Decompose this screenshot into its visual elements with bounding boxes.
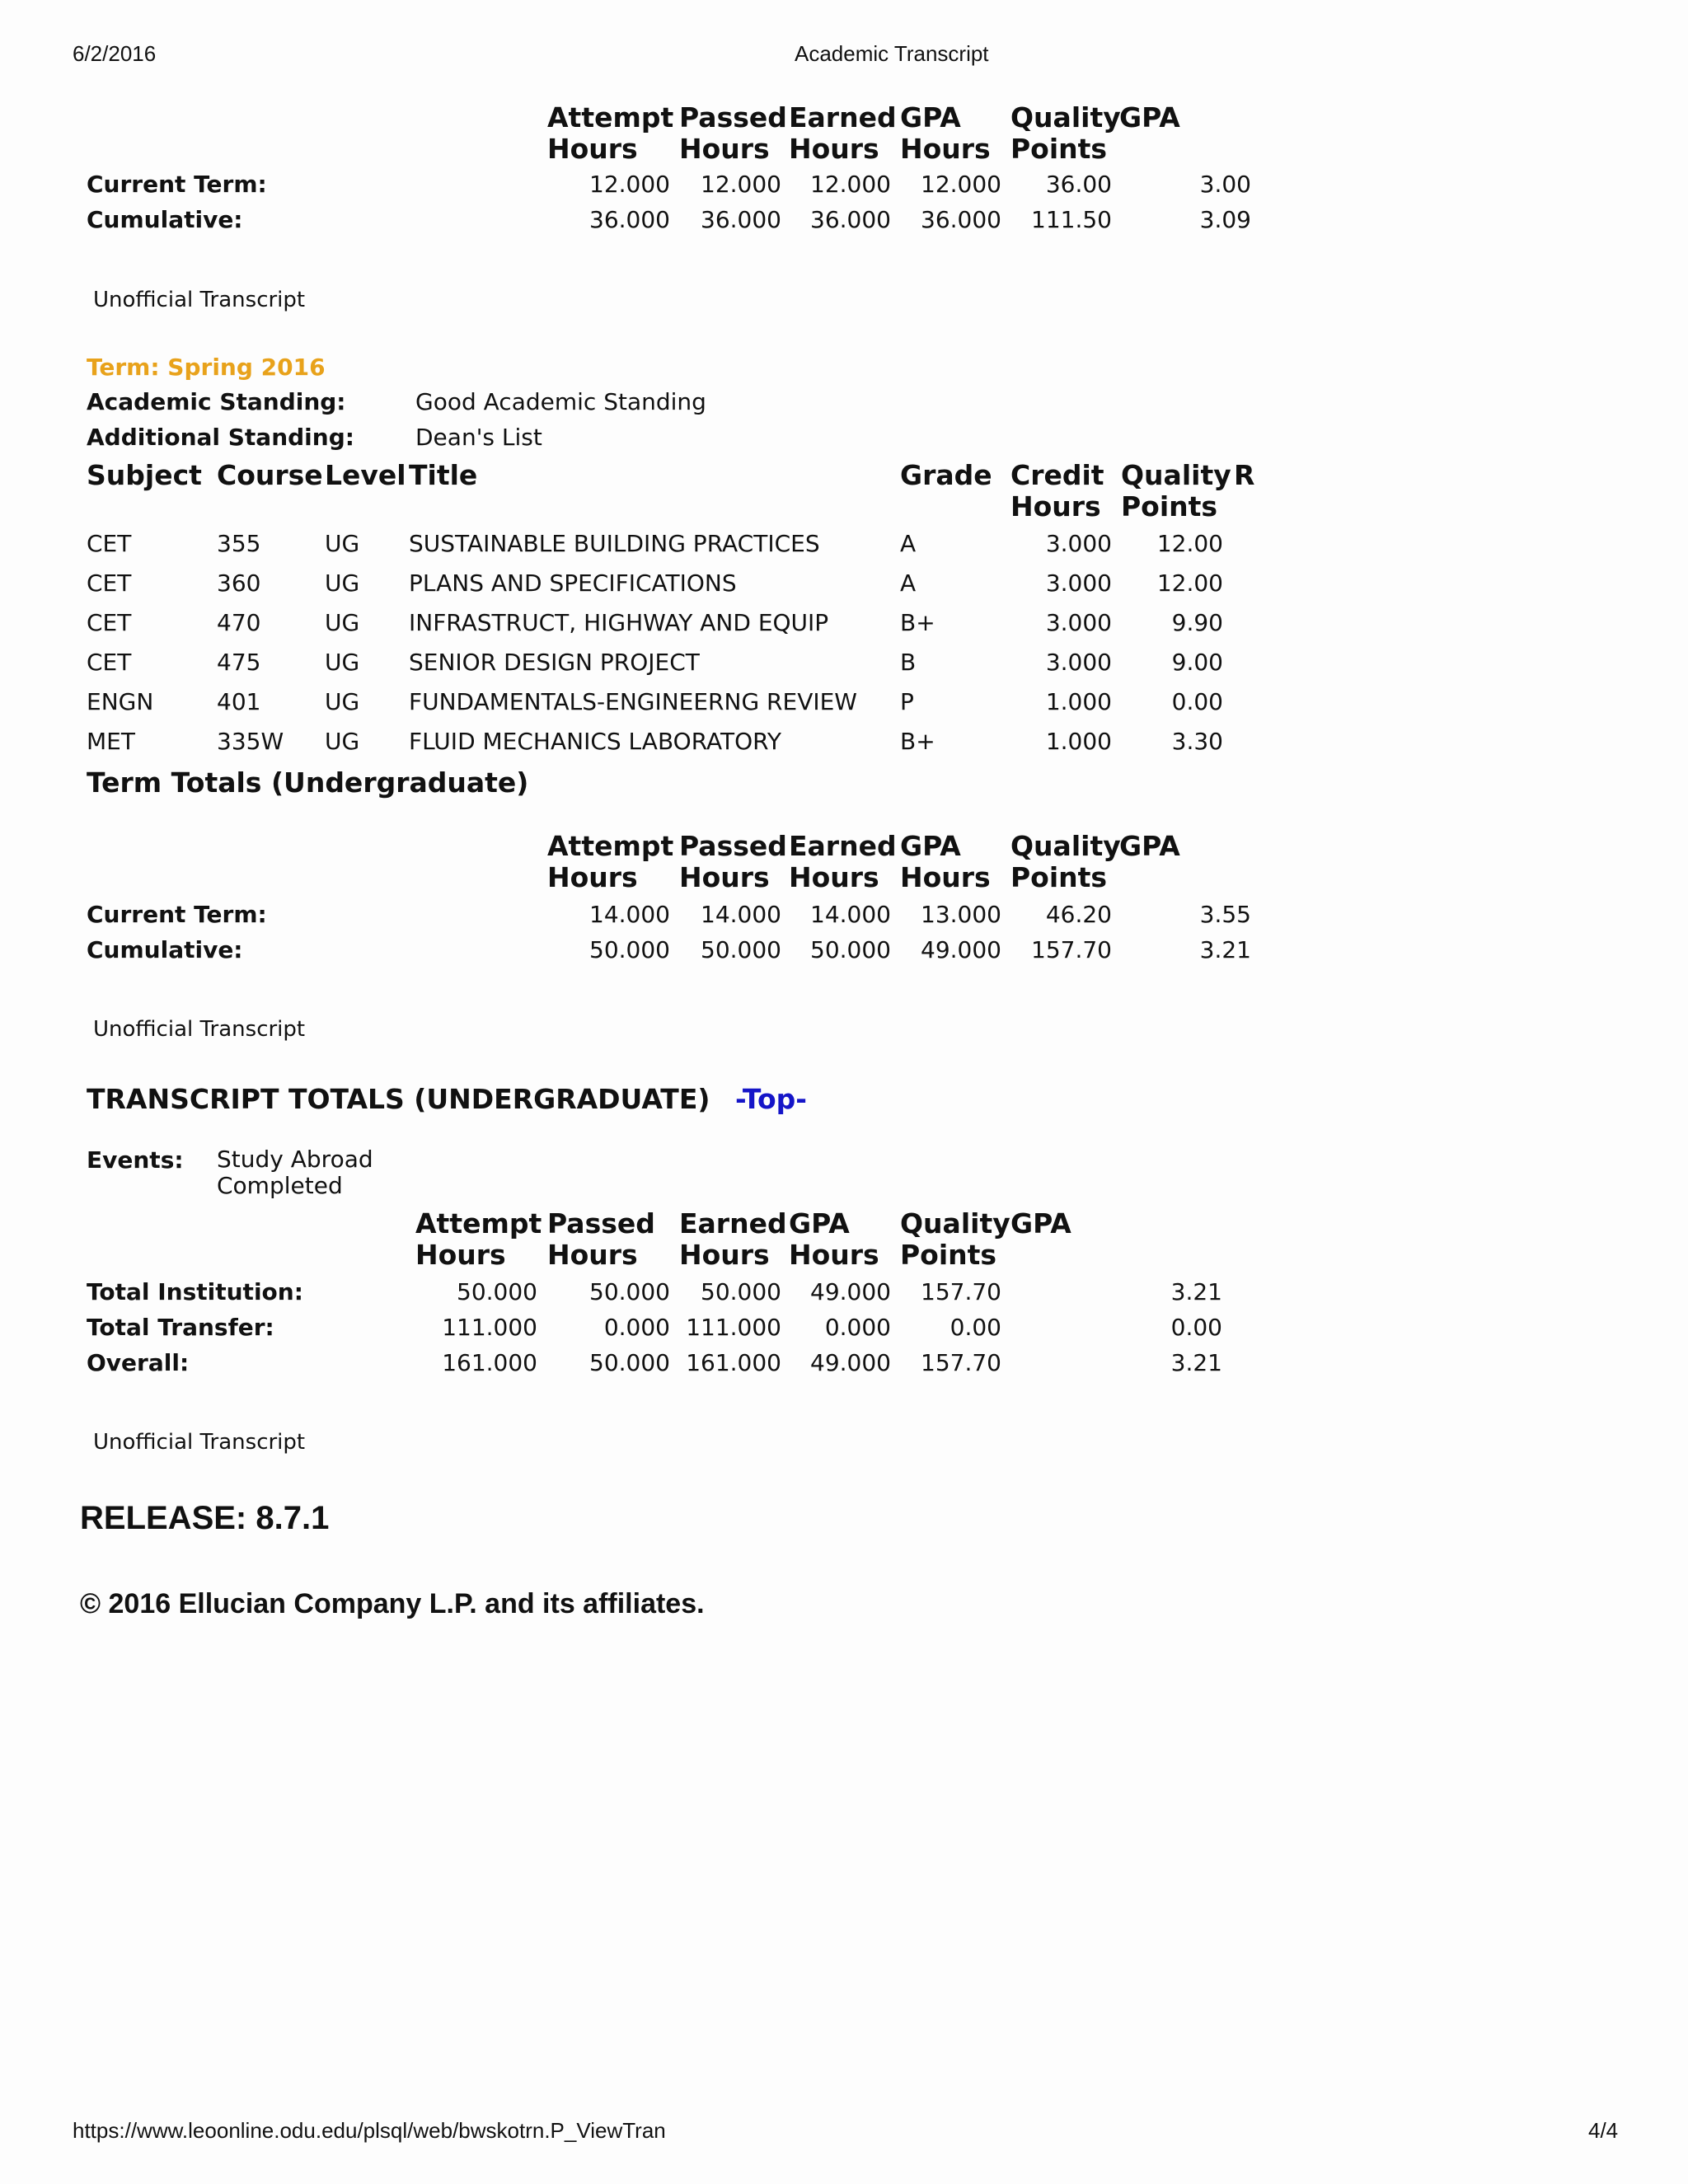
current-earned: 14.000 [810,901,891,928]
course-level: UG [325,649,360,676]
col-header-passed: Passed Hours [679,830,787,893]
events-value: Study Abroad Completed [217,1146,373,1199]
course-subject: CET [87,609,132,636]
current-gpa-hours: 13.000 [921,901,1001,928]
academic-standing-value: Good Academic Standing [415,388,706,415]
col-header-earned: Earned Hours [679,1207,787,1271]
course-level: UG [325,609,360,636]
additional-standing-label: Additional Standing: [87,424,354,451]
unofficial-transcript-label: Unofficial Transcript [93,288,306,312]
cumulative-quality: 111.50 [1031,206,1112,233]
overall-earned: 161.000 [686,1349,781,1376]
course-grade: A [900,569,917,597]
current-attempt: 14.000 [589,901,670,928]
col-header-quality: Quality Points [900,1207,1010,1271]
cumulative-label: Cumulative: [87,206,243,233]
academic-standing-label: Academic Standing: [87,388,346,415]
course-header-grade: Grade [900,459,992,491]
col-header-attempt: Attempt Hours [547,830,674,893]
col-header-quality: Quality Points [1010,101,1121,165]
col-header-gpa-hours: GPA Hours [900,830,991,893]
col-header-attempt: Attempt Hours [547,101,674,165]
current-gpa-hours: 12.000 [921,171,1001,198]
transcript-totals-heading: TRANSCRIPT TOTALS (UNDERGRADUATE) [87,1083,710,1115]
course-number: 401 [217,688,261,715]
course-grade: P [900,688,914,715]
overall-quality: 157.70 [921,1349,1001,1376]
col-header-earned: Earned Hours [789,830,897,893]
current-term-label: Current Term: [87,901,267,928]
course-credit-hours: 3.000 [1045,530,1112,557]
course-subject: MET [87,728,135,755]
course-quality-points: 0.00 [1171,688,1223,715]
overall-passed: 50.000 [589,1349,670,1376]
additional-standing-value: Dean's List [415,424,542,451]
course-title: PLANS AND SPECIFICATIONS [409,569,737,597]
institution-attempt: 50.000 [457,1278,537,1305]
course-credit-hours: 1.000 [1045,688,1112,715]
course-title: SUSTAINABLE BUILDING PRACTICES [409,530,820,557]
col-header-quality: Quality Points [1010,830,1121,893]
col-header-passed: Passed Hours [679,101,787,165]
cumulative-gpa: 3.21 [1199,936,1251,963]
course-title: INFRASTRUCT, HIGHWAY AND EQUIP [409,609,829,636]
current-attempt: 12.000 [589,171,670,198]
footer-page-number: 4/4 [1588,2118,1619,2143]
transfer-quality: 0.00 [950,1314,1001,1341]
course-number: 360 [217,569,261,597]
course-header-course: Course [217,459,323,491]
footer-url: https://www.leoonline.odu.edu/plsql/web/bwskotrn.P_ViewTran [73,2118,666,2143]
transfer-passed: 0.000 [603,1314,670,1341]
course-subject: CET [87,530,132,557]
course-number: 335W [217,728,284,755]
course-credit-hours: 3.000 [1045,609,1112,636]
cumulative-gpa-hours: 36.000 [921,206,1001,233]
current-passed: 12.000 [701,171,781,198]
cumulative-earned: 36.000 [810,206,891,233]
overall-attempt: 161.000 [442,1349,537,1376]
course-title: FUNDAMENTALS-ENGINEERNG REVIEW [409,688,857,715]
cumulative-label: Cumulative: [87,936,243,963]
course-header-level: Level [325,459,406,491]
col-header-gpa: GPA [1119,101,1180,134]
transfer-gpa: 0.00 [1170,1314,1222,1341]
unofficial-transcript-label: Unofficial Transcript [93,1017,306,1042]
col-header-gpa-hours: GPA Hours [900,101,991,165]
current-gpa: 3.00 [1199,171,1251,198]
course-quality-points: 12.00 [1156,569,1223,597]
course-header-quality-points: Quality Points [1121,459,1231,523]
cumulative-passed: 50.000 [701,936,781,963]
current-earned: 12.000 [810,171,891,198]
course-level: UG [325,728,360,755]
total-institution-label: Total Institution: [87,1278,303,1305]
release-label: RELEASE: 8.7.1 [80,1500,330,1536]
course-credit-hours: 1.000 [1045,728,1112,755]
cumulative-gpa: 3.09 [1199,206,1251,233]
course-header-title: Title [409,459,478,491]
unofficial-transcript-label: Unofficial Transcript [93,1430,306,1455]
print-date: 6/2/2016 [73,41,157,66]
current-gpa: 3.55 [1199,901,1251,928]
col-header-attempt: Attempt Hours [415,1207,542,1271]
course-credit-hours: 3.000 [1045,649,1112,676]
course-header-credit-hours: Credit Hours [1010,459,1104,523]
course-credit-hours: 3.000 [1045,569,1112,597]
events-label: Events: [87,1146,184,1174]
cumulative-gpa-hours: 49.000 [921,936,1001,963]
transfer-attempt: 111.000 [442,1314,537,1341]
total-transfer-label: Total Transfer: [87,1314,274,1341]
current-quality: 36.00 [1045,171,1112,198]
transfer-gpa-hours: 0.000 [824,1314,891,1341]
copyright-text: © 2016 Ellucian Company L.P. and its affiliates. [80,1588,705,1619]
course-quality-points: 9.90 [1171,609,1223,636]
course-subject: CET [87,569,132,597]
institution-quality: 157.70 [921,1278,1001,1305]
course-quality-points: 9.00 [1171,649,1223,676]
cumulative-passed: 36.000 [701,206,781,233]
current-passed: 14.000 [701,901,781,928]
col-header-gpa: GPA [1010,1207,1071,1240]
institution-gpa-hours: 49.000 [810,1278,891,1305]
term-totals-heading: Term Totals (Undergraduate) [87,766,529,799]
course-grade: A [900,530,917,557]
current-quality: 46.20 [1045,901,1112,928]
course-grade: B+ [900,728,935,755]
col-header-earned: Earned Hours [789,101,897,165]
overall-gpa-hours: 49.000 [810,1349,891,1376]
cumulative-attempt: 50.000 [589,936,670,963]
course-grade: B+ [900,609,935,636]
col-header-passed: Passed Hours [547,1207,655,1271]
course-number: 470 [217,609,261,636]
institution-gpa: 3.21 [1170,1278,1222,1305]
course-header-subject: Subject [87,459,202,491]
course-title: SENIOR DESIGN PROJECT [409,649,700,676]
course-level: UG [325,569,360,597]
course-grade: B [900,649,917,676]
cumulative-attempt: 36.000 [589,206,670,233]
course-subject: ENGN [87,688,154,715]
course-quality-points: 3.30 [1171,728,1223,755]
top-link[interactable]: -Top- [735,1083,807,1115]
cumulative-earned: 50.000 [810,936,891,963]
course-level: UG [325,530,360,557]
course-number: 475 [217,649,261,676]
col-header-gpa: GPA [1119,830,1180,862]
course-number: 355 [217,530,261,557]
course-title: FLUID MECHANICS LABORATORY [409,728,781,755]
cumulative-quality: 157.70 [1031,936,1112,963]
institution-earned: 50.000 [701,1278,781,1305]
course-quality-points: 12.00 [1156,530,1223,557]
course-header-r: R [1234,459,1255,491]
course-level: UG [325,688,360,715]
transfer-earned: 111.000 [686,1314,781,1341]
overall-gpa: 3.21 [1170,1349,1222,1376]
term-heading: Term: Spring 2016 [87,354,326,381]
overall-label: Overall: [87,1349,190,1376]
current-term-label: Current Term: [87,171,267,198]
institution-passed: 50.000 [589,1278,670,1305]
course-subject: CET [87,649,132,676]
col-header-gpa-hours: GPA Hours [789,1207,879,1271]
print-title: Academic Transcript [795,41,989,66]
